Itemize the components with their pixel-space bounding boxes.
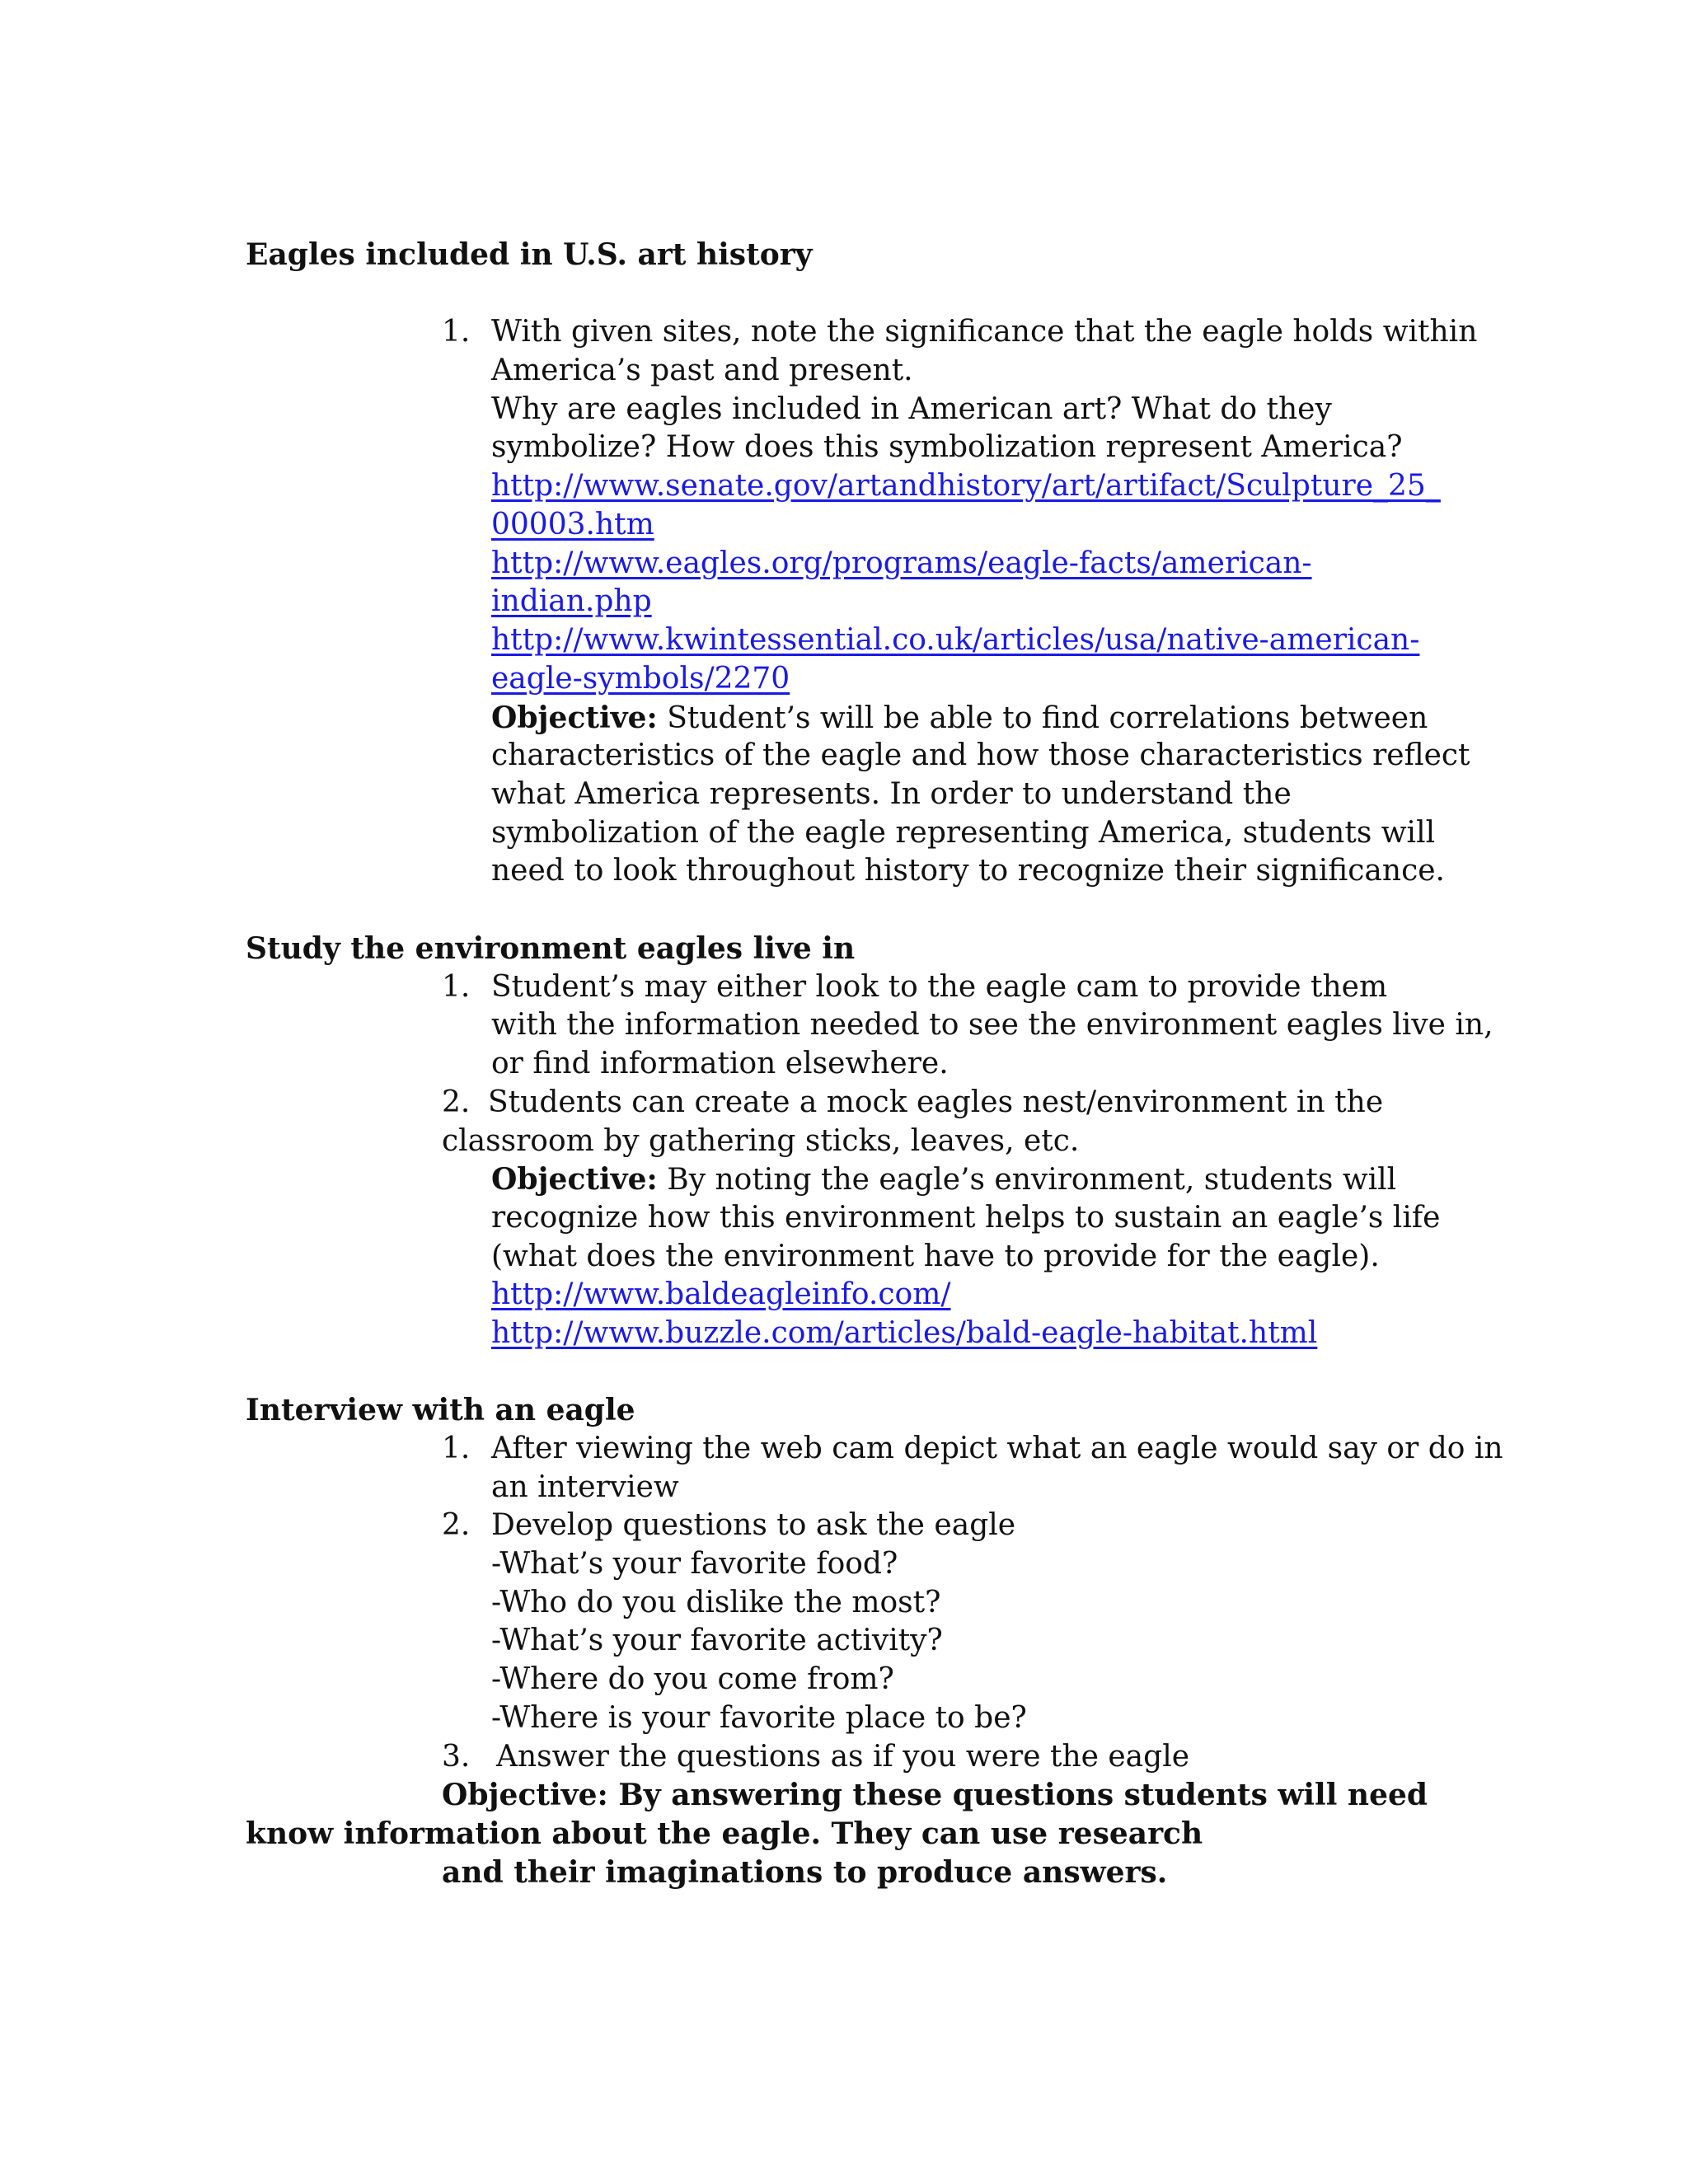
interview-question: -Where do you come from?	[491, 1662, 894, 1696]
list-item-text: Answer the questions as if you were the eagle	[496, 1740, 1190, 1774]
link-buzzle-habitat[interactable]: http://www.buzzle.com/articles/bald-eagle-habitat.html	[491, 1316, 1318, 1350]
link-eagles-org-cont[interactable]: indian.php	[491, 584, 652, 618]
link-senate-sculpture[interactable]: http://www.senate.gov/artandhistory/art/artifact/Sculpture_25_	[491, 469, 1441, 503]
list-item-text: America’s past and present.	[491, 354, 913, 387]
objective-text: Objective: By answering these questions students will need	[442, 1778, 1428, 1812]
objective-paragraph	[491, 699, 1428, 738]
objective-text: characteristics of the eagle and how those characteristics reflect	[491, 738, 1470, 772]
interview-question: -What’s your favorite activity?	[491, 1624, 943, 1657]
section-heading-environment: Study the environment eagles live in	[246, 931, 856, 966]
interview-question: -Who do you dislike the most?	[491, 1586, 941, 1619]
list-number: 1.	[442, 315, 471, 349]
list-item-text: symbolize? How does this symbolization represent America?	[491, 430, 1403, 464]
objective-text: (what does the environment have to provide for the eagle).	[491, 1240, 1380, 1273]
objective-text: By noting the eagle’s environment, students will	[657, 1163, 1397, 1197]
list-number: 3.	[442, 1740, 471, 1774]
objective-label: Objective:	[491, 701, 658, 735]
interview-question: -What’s your favorite food?	[491, 1547, 898, 1581]
list-number: 1.	[442, 970, 471, 1004]
list-number: 2.	[442, 1508, 471, 1542]
objective-text: and their imaginations to produce answers.	[442, 1855, 1168, 1890]
link-kwintessential-cont[interactable]: eagle-symbols/2270	[491, 662, 790, 696]
interview-question: -Where is your favorite place to be?	[491, 1701, 1027, 1735]
list-item-text: After viewing the web cam depict what an eagle would say or do in	[491, 1432, 1503, 1465]
section-heading-art-history: Eagles included in U.S. art history	[246, 237, 813, 272]
objective-text: know information about the eagle. They can use research	[246, 1816, 1203, 1851]
list-item-text: Students can create a mock eagles nest/environment in the	[488, 1085, 1384, 1119]
link-kwintessential[interactable]: http://www.kwintessential.co.uk/articles/usa/native-american-	[491, 623, 1420, 657]
objective-text: recognize how this environment helps to sustain an eagle’s life	[491, 1201, 1441, 1235]
list-item-text: Student’s may either look to the eagle cam to provide them	[491, 970, 1388, 1004]
list-item-text: with the information needed to see the environment eagles live in,	[491, 1008, 1493, 1042]
list-item-text: classroom by gathering sticks, leaves, etc.	[442, 1124, 1080, 1158]
list-item-text: Develop questions to ask the eagle	[491, 1508, 1016, 1542]
list-number: 2.	[442, 1085, 471, 1119]
objective-text: symbolization of the eagle representing America, students will	[491, 816, 1436, 850]
list-item-text: or find information elsewhere.	[491, 1047, 949, 1080]
link-eagles-org[interactable]: http://www.eagles.org/programs/eagle-facts/american-	[491, 546, 1312, 580]
list-item-text: an interview	[491, 1470, 679, 1504]
objective-label: Objective:	[491, 1162, 658, 1197]
objective-text: need to look throughout history to recognize their significance.	[491, 854, 1445, 888]
section-heading-interview: Interview with an eagle	[246, 1393, 635, 1427]
link-senate-sculpture-cont[interactable]: 00003.htm	[491, 508, 654, 541]
objective-paragraph	[491, 1160, 1396, 1199]
objective-text: Student’s will be able to find correlations between	[657, 701, 1428, 735]
list-item-text: Why are eagles included in American art? What do they	[491, 392, 1332, 426]
link-baldeagleinfo[interactable]: http://www.baldeagleinfo.com/	[491, 1277, 951, 1311]
list-item-text: With given sites, note the significance that the eagle holds within	[491, 315, 1478, 349]
list-number: 1.	[442, 1432, 471, 1465]
objective-text: what America represents. In order to understand the	[491, 777, 1292, 811]
